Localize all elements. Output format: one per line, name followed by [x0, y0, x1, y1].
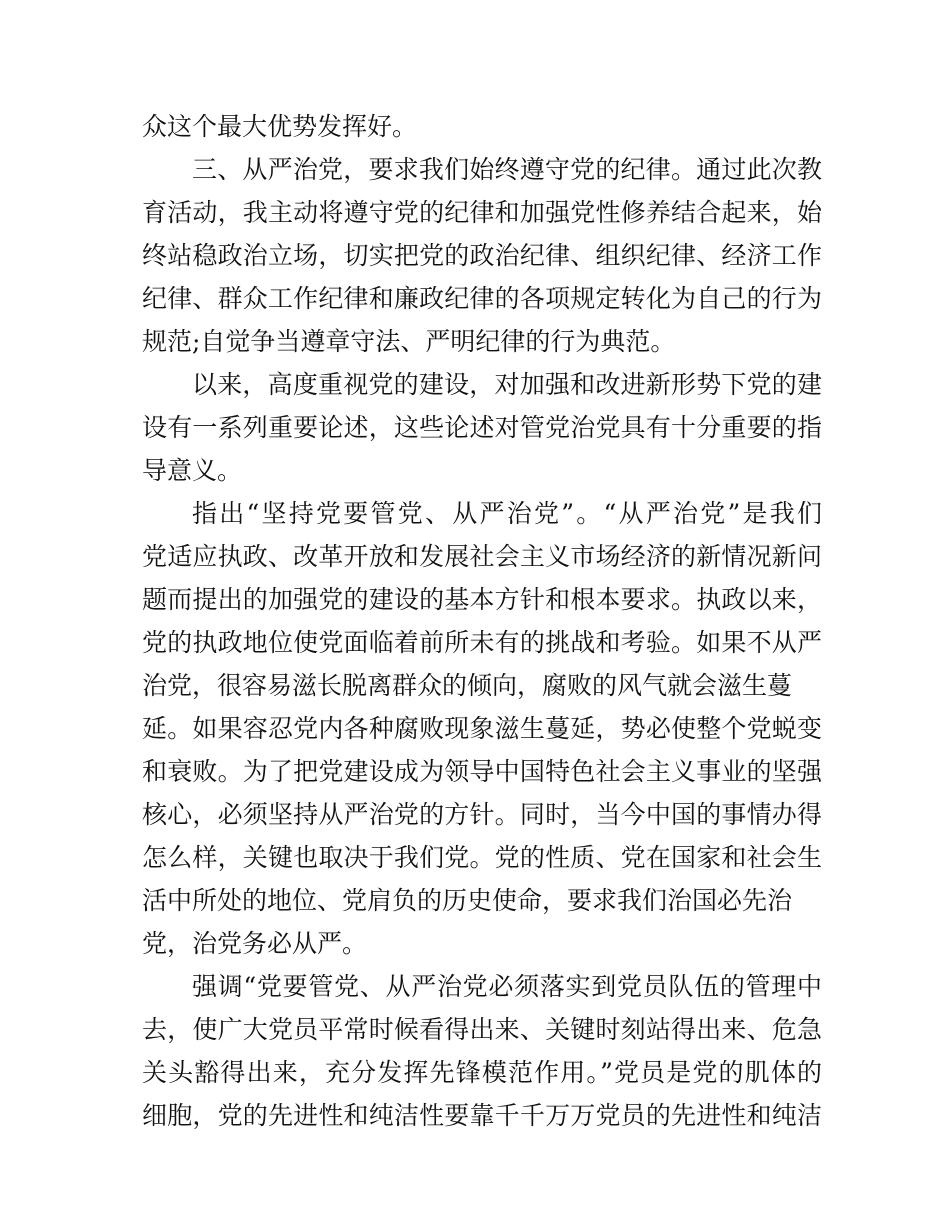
- text-line: 导意义。: [142, 456, 243, 485]
- text-line: 指出“坚持党要管党、从严治党”。“从严治党”是我们: [192, 499, 822, 528]
- text-line: 去，使广大党员平常时候看得出来、关键时刻站得出来、危急: [142, 1015, 822, 1044]
- text-line: 治党，很容易滋长脱离群众的倾向，腐败的风气就会滋生蔓: [142, 671, 793, 700]
- text-line: 党，治党务必从严。: [142, 929, 368, 958]
- text-line: 三、从严治党，要求我们始终遵守党的纪律。通过此次教: [192, 155, 822, 184]
- text-line: 众这个最大优势发挥好。: [142, 112, 418, 141]
- text-line: 设有一系列重要论述，这些论述对管党治党具有十分重要的指: [142, 413, 822, 442]
- text-line: 活中所处的地位、党肩负的历史使命，要求我们治国必先治: [142, 886, 793, 915]
- text-line: 关头豁得出来，充分发挥先锋模范作用。”党员是党的肌体的: [142, 1058, 822, 1087]
- text-line: 党适应执政、改革开放和发展社会主义市场经济的新情况新问: [142, 542, 822, 571]
- text-line: 强调“党要管党、从严治党必须落实到党员队伍的管理中: [192, 972, 822, 1001]
- text-line: 终站稳政治立场，切实把党的政治纪律、组织纪律、经济工作: [142, 241, 822, 270]
- text-line: 核心，必须坚持从严治党的方针。同时，当今中国的事情办得: [142, 800, 822, 829]
- text-line: 以来，高度重视党的建设，对加强和改进新形势下党的建: [192, 370, 822, 399]
- text-line: 党的执政地位使党面临着前所未有的挑战和考验。如果不从严: [142, 628, 822, 657]
- text-line: 纪律、群众工作纪律和廉政纪律的各项规定转化为自己的行为: [142, 284, 822, 313]
- text-line: 延。如果容忍党内各种腐败现象滋生蔓延，势必使整个党蜕变: [142, 714, 822, 743]
- text-line: 细胞，党的先进性和纯洁性要靠千千万万党员的先进性和纯洁: [142, 1101, 822, 1130]
- text-line: 怎么样，关键也取决于我们党。党的性质、党在国家和社会生: [142, 843, 822, 872]
- text-line: 育活动，我主动将遵守党的纪律和加强党性修养结合起来，始: [142, 198, 822, 227]
- text-line: 和衰败。为了把党建设成为领导中国特色社会主义事业的坚强: [142, 757, 822, 786]
- text-line: 题而提出的加强党的建设的基本方针和根本要求。执政以来，: [142, 585, 822, 614]
- text-line: 规范;自觉争当遵章守法、严明纪律的行为典范。: [142, 327, 676, 356]
